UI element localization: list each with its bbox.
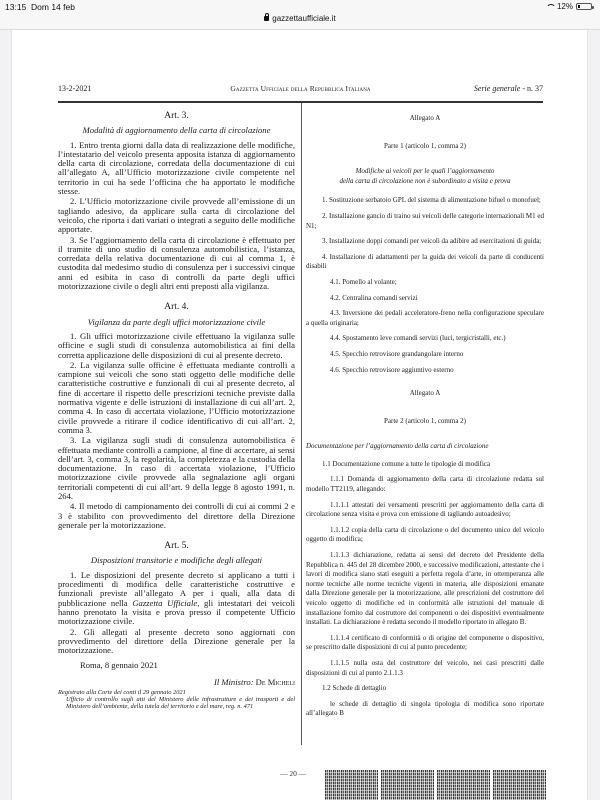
ios-status-bar [0, 0, 600, 30]
paragraph: 4. Il metodo di campionamento dei controlli di cui ai commi 2 e 3 è stabilito con provvedimento del direttore della Direzione generale per la motorizzazione. [58, 501, 295, 530]
paragraph: 2. L’Ufficio motorizzazione civile provvede all’emissione di un tagliando adesivo, da applicare sulla carta di circolazione del veicolo, che riporta i dati variati o integrati a seguito delle modifiche apportate. [58, 196, 295, 235]
sub-list-item: 4.1. Pomello al volante; [330, 277, 397, 286]
sub-list-item: 1.1.1.1 attestati dei versamenti prescritti per aggiornamento della carta di circolazione senza visita e prova con emissione di tagliando autoadesivo; [306, 500, 544, 519]
datamatrix-code-icon [325, 770, 378, 800]
annex-title: Allegato A [409, 114, 441, 122]
paragraph: 1. Entro trenta giorni dalla data di realizzazione delle modifiche, l’intestatario del veicolo presenta apposita istanza di aggiornamento della carta di circolazione, corredata della documentazione di cui all’allegato A, all’Ufficio motorizzazione civile competente nel territorio in cui ha sede l’officina che ha apportato le modifiche stesse. [58, 139, 295, 197]
paragraph: le schede di dettaglio di singola tipologia di modifica sono riportate all’allegato B [306, 699, 544, 718]
paragraph: 3. Se l’aggiornamento della carta di circolazione è effettuato per il tramite di uno studio di consulenza automobilistica, l’istanza, corredata della relativa documentazione di cui al comma 1, è custodita dal medesimo studio di consulenza per i successivi cinque anni ed esibita in caso di controlli da parte degli uffici motorizzazione civile o degli altri enti preposti alla vigilanza. [58, 234, 295, 292]
url-text: gazzettaufficiale.it [272, 14, 336, 23]
sub-list-item: 1.1.1.5 nulla osta del costruttore del veicolo, nei casi prescritti dalle disposizioni di cui al punto 2.1.1.3 [306, 658, 544, 677]
issue-date: 13-2-2021 [58, 84, 92, 93]
article-subtitle: Vigilanza da parte degli uffici motorizzazione civile [87, 316, 266, 327]
section-heading: 1.2 Schede di dettaglio [322, 684, 387, 693]
annex-part: Parte 2 (articolo 1, comma 2) [383, 416, 467, 425]
battery-percent: 12% [556, 2, 573, 11]
annex-part: Parte 1 (articolo 1, comma 2) [383, 141, 467, 150]
sub-list-item: 4.4. Spostamento leve comandi servizi (luci, tergicristalli, etc.) [330, 334, 506, 343]
annex-heading: Modifiche ai veicoli per le quali l’aggiornamento della carta di circolazione non è subordinato a visita e prova [339, 167, 511, 185]
paragraph: 3. La vigilanza sugli studi di consulenza automobilistica è effettuata mediante controlli a campione, al fine di accertare, ai sensi dell’art. 3, comma 3, la regolarità, la completezza e la custodia della documentazione. In caso di accertata violazione, l’Ufficio motorizzazione civile provvede alla segnalazione agli organi territoriali competenti di cui all’art. 9 della legge 8 agosto 1991, n. 264. [58, 435, 295, 501]
list-item: 2. Installazione gancio di traino sui veicoli delle categorie internazionali M1 ed N1; [306, 211, 544, 230]
url-bar[interactable] [0, 14, 600, 23]
registration-note: Registrato alla Corte dei conti il 29 gennaio 2021 Ufficio di controllo sugli atti del Ministero delle infrastrutture e dei trasporti e del Ministero dell’ambiente, della tutela del territorio e del mare, reg. n. 471 [58, 689, 295, 711]
list-item: 1. Sostituzione serbatoio GPL del sistema di alimentazione bifuel o monofuel; [322, 196, 541, 205]
series-number: Serie generale - n. 37 [473, 84, 543, 93]
sub-list-item: 4.2. Centralina comandi servizi [330, 293, 418, 302]
datamatrix-code-icon [437, 770, 490, 800]
datamatrix-code-icon [493, 770, 546, 800]
battery-icon [576, 3, 592, 10]
annex-title: Allegato A [409, 389, 441, 398]
paragraph: 1. Gli uffici motorizzazione civile effettuano la vigilanza sulle officine e sugli studi di consulenza automobilistica ai fini della corretta applicazione delle disposizioni di cui al presente decreto. [58, 330, 295, 360]
list-item: 1.1.1 Domanda di aggiornamento della carta di circolazione redatta sul modello TT2119, allegando: [306, 475, 544, 494]
annex-heading: Documentazione per l’aggiornamento della carta di circolazione [306, 442, 489, 451]
list-item: 4. Installazione di adattamenti per la guida dei veicoli da parte di conducenti disabili [306, 252, 544, 271]
status-time: 13:15 Dom 14 feb [5, 2, 75, 12]
datamatrix-code-icon [381, 770, 434, 800]
running-head [58, 84, 543, 98]
article-heading: Art. 4. [164, 302, 189, 313]
status-indicators [546, 2, 592, 11]
sub-list-item: 1.1.1.4 certificato di conformità o di origine del componente o dispositivo, se prescritto dalle disposizioni di cui al punto precedente; [306, 633, 544, 652]
page-number: — 20 — [280, 769, 307, 778]
wifi-icon [546, 4, 554, 10]
datamatrix-codes [325, 770, 546, 800]
sub-list-item: 4.3. Inversione dei pedali acceleratore-freno nella configurazione speculare a quella originaria; [306, 309, 544, 327]
sub-list-item: 4.6. Specchio retrovisore aggiuntivo esterno [330, 365, 454, 374]
publication-title: Gazzetta Ufficiale della Repubblica Italiana [230, 84, 371, 93]
list-item: 3. Installazione doppi comandi per veicoli da adibire ad esercitazioni di guida; [322, 237, 542, 246]
paragraph: 2. Gli allegati al presente decreto sono aggiornati con provvedimento del direttore della Direzione generale per la motorizzazione. [58, 626, 295, 656]
article-heading: Art. 3. [164, 111, 189, 121]
section-heading: 1.1 Documentazione comune a tutte le tipologie di modifica [322, 459, 491, 468]
sub-list-item: 1.1.1.2 copia della carta di circolazione o del documento unico del veicolo oggetto di modifica; [306, 525, 544, 544]
sub-list-item: 4.5. Specchio retrovisore grandangolare interno [330, 349, 464, 358]
article-subtitle: Modalità di aggiornamento della carta di circolazione [82, 125, 271, 136]
lock-icon [264, 16, 269, 21]
article-subtitle: Disposizioni transitorie e modifiche degli allegati [90, 555, 263, 566]
column-divider [301, 103, 302, 745]
minister-signature: Il Ministro: De Micheli [213, 676, 295, 687]
article-heading: Art. 5. [164, 541, 189, 552]
sub-list-item: 1.1.1.3 dichiarazione, redatta ai sensi del decreto del Presidente della Repubblica n. 445 del 28 dicembre 2000, e successive modificazioni, attestante che i lavori di modifica siano stati eseguiti a perfetta regola d’arte, in ottemperanza alle norme tecniche alle norme tecniche vigenti in materia, alle disposizioni emanate dalla Direzione generale per la motorizzazione, alle prescrizioni del costruttore del veicolo oggetto di modifiche ed in conformità alle istruzioni del manuale di installazione fornito dal costruttore dei componenti o dei dispositivi eventualmente installati. La dichiarazione è redatta secondo il modello riportato in allegato B. [306, 551, 544, 627]
left-column [58, 104, 295, 710]
place-date: Roma, 8 gennaio 2021 [80, 660, 158, 671]
paragraph: 1. Le disposizioni del presente decreto si applicano a tutti i procedimenti di modifica delle caratteristiche costruttive e funzionali previste all’allegato A per i quali, alla data di pubblicazione nella Gazzetta Ufficiale, gli intestatari dei veicoli hanno prenotato la visita e prova presso il competente Ufficio motorizzazione civile. [58, 569, 296, 627]
paragraph: 2. La vigilanza sulle officine è effettuata mediante controlli a campione sui veicoli che sono stati oggetto delle modifiche delle caratteristiche costruttive e funzionali di cui al presente decreto, al fine di accertare il rispetto delle prescrizioni tecniche previste dalla normativa vigente e delle istruzioni di installazione di cui all’art. 2, comma 4. In caso di accertata violazione, l’Ufficio motorizzazione civile provvede a ritirare il codice identificativo di cui all’art. 2, comma 3. [58, 359, 295, 435]
right-column [306, 104, 544, 719]
